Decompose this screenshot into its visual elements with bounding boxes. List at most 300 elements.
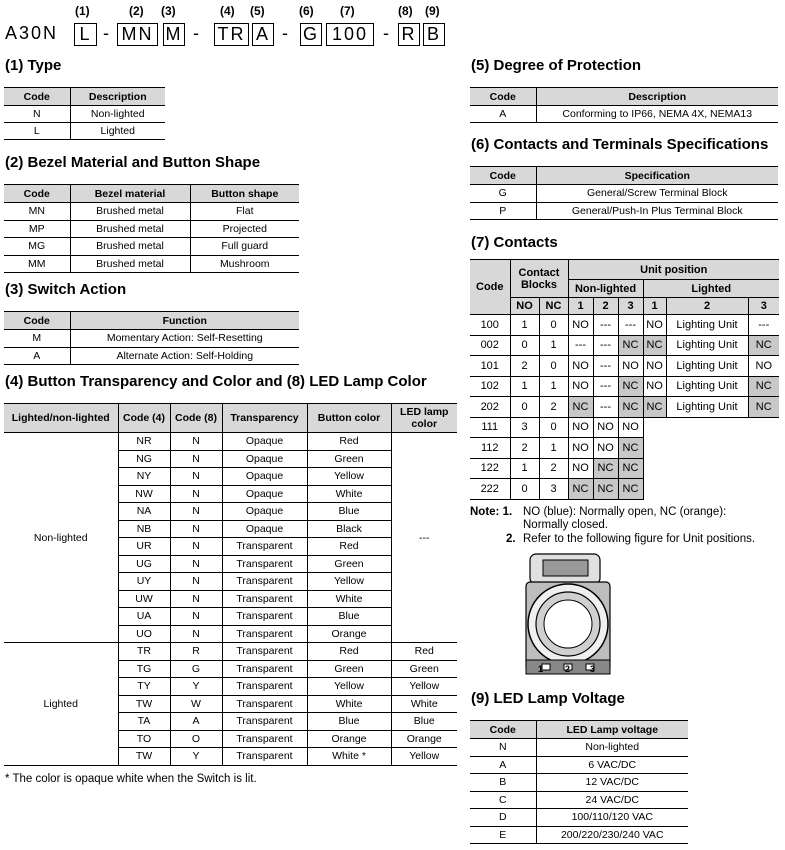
col-header: Code	[470, 721, 536, 739]
cell: Transparent	[222, 730, 307, 748]
cell: B	[470, 774, 536, 792]
cell: Transparent	[222, 625, 307, 643]
empty-cell	[643, 458, 779, 479]
cell: P	[470, 202, 536, 220]
cell: ---	[618, 315, 643, 336]
cell: G	[170, 660, 222, 678]
unit-label-3: 3	[590, 664, 596, 674]
cell: NC	[618, 335, 643, 356]
unit-label-1: 1	[538, 664, 544, 674]
cell: 101	[470, 356, 510, 377]
cell: NO	[643, 376, 666, 397]
cell: A	[170, 713, 222, 731]
col-header: Description	[70, 88, 165, 106]
col-header: 3	[748, 298, 779, 315]
cell: 100/110/120 VAC	[536, 809, 688, 827]
cell: ---	[568, 335, 593, 356]
contacts-table	[470, 259, 779, 500]
col-header: Unit position	[568, 260, 779, 280]
cell: 102	[470, 376, 510, 397]
cell: Opaque	[222, 450, 307, 468]
cell: MP	[4, 220, 70, 238]
label-6: (6)	[299, 4, 314, 18]
switch-action-title: (3) Switch Action	[5, 281, 127, 298]
cell: L	[4, 123, 70, 140]
label-4: (4)	[220, 4, 235, 18]
segment-7: 100	[326, 23, 374, 46]
note-2: Refer to the following figure for Unit positions.	[523, 533, 756, 545]
cell: 2	[510, 356, 539, 377]
cell: Alternate Action: Self-Holding	[70, 347, 299, 365]
cell: Orange	[307, 625, 391, 643]
transparency-title: (4) Button Transparency and Color and (8) LED Lamp Color	[5, 373, 427, 390]
cell: UR	[118, 538, 170, 556]
cell: 1	[510, 315, 539, 336]
empty-cell	[643, 438, 779, 459]
cell: MM	[4, 255, 70, 273]
cell: Green	[391, 660, 457, 678]
cell: General/Screw Terminal Block	[536, 185, 778, 203]
table-row	[470, 458, 779, 479]
cell: TG	[118, 660, 170, 678]
cell: N	[170, 538, 222, 556]
col-header: 2	[593, 298, 618, 315]
col-header: 2	[666, 298, 748, 315]
label-3: (3)	[161, 4, 176, 18]
table-row	[4, 643, 457, 661]
cell: 0	[510, 335, 539, 356]
cell: Non-lighted	[4, 433, 118, 643]
cell: 0	[539, 315, 568, 336]
cell: Blue	[307, 608, 391, 626]
cell: A	[470, 756, 536, 774]
table-row	[470, 739, 688, 757]
cell: 112	[470, 438, 510, 459]
cell: 12 VAC/DC	[536, 774, 688, 792]
col-header: Code	[4, 185, 70, 203]
protection-title: (5) Degree of Protection	[471, 57, 642, 74]
cell: 111	[470, 417, 510, 438]
col-header: Description	[536, 88, 778, 106]
cell: NC	[748, 397, 779, 418]
cell: NO	[618, 417, 643, 438]
table-row	[470, 397, 779, 418]
table-row	[470, 791, 688, 809]
col-header: LED Lamp voltage	[536, 721, 688, 739]
segment-9: B	[423, 23, 445, 46]
cell: 100	[470, 315, 510, 336]
cell: NB	[118, 520, 170, 538]
cell: UY	[118, 573, 170, 591]
cell: 1	[539, 376, 568, 397]
cell: NC	[643, 397, 666, 418]
cell: 3	[539, 479, 568, 500]
cell: 0	[510, 397, 539, 418]
sep: -	[103, 23, 111, 43]
cell: 200/220/230/240 VAC	[536, 826, 688, 844]
table-row	[470, 826, 688, 844]
cell: Transparent	[222, 643, 307, 661]
protection-table	[470, 87, 778, 123]
col-header: Specification	[536, 167, 778, 185]
cell: Brushed metal	[70, 203, 190, 221]
cell: Conforming to IP66, NEMA 4X, NEMA13	[536, 106, 778, 123]
cell: Transparent	[222, 678, 307, 696]
table-row	[470, 376, 779, 397]
table-row	[470, 185, 778, 203]
cell: ---	[593, 315, 618, 336]
cell: TA	[118, 713, 170, 731]
cell: UW	[118, 590, 170, 608]
cell: ---	[593, 356, 618, 377]
label-1: (1)	[75, 4, 90, 18]
segment-8: R	[398, 23, 420, 46]
cell: Projected	[190, 220, 299, 238]
cell: TW	[118, 748, 170, 766]
cell: 3	[510, 417, 539, 438]
table-row	[4, 347, 299, 365]
cell: TO	[118, 730, 170, 748]
segment-1: L	[74, 23, 97, 46]
cell: N	[170, 590, 222, 608]
note-1b: Normally closed.	[523, 519, 608, 531]
cell: Mushroom	[190, 255, 299, 273]
cell: W	[170, 695, 222, 713]
label-9: (9)	[425, 4, 440, 18]
cell: Y	[170, 748, 222, 766]
note-label: Note: 1.	[470, 506, 513, 518]
table-row	[470, 479, 779, 500]
cell: Opaque	[222, 433, 307, 451]
cell: White	[307, 485, 391, 503]
cell: N	[170, 625, 222, 643]
cell: TR	[118, 643, 170, 661]
col-header: Lighted/non-lighted	[4, 404, 118, 433]
cell: N	[170, 520, 222, 538]
cell: N	[4, 106, 70, 123]
cell: Brushed metal	[70, 220, 190, 238]
voltage-title: (9) LED Lamp Voltage	[471, 690, 625, 707]
cell: 122	[470, 458, 510, 479]
cell: NC	[748, 376, 779, 397]
cell: N	[170, 468, 222, 486]
col-header: Code	[470, 88, 536, 106]
cell: Transparent	[222, 555, 307, 573]
cell: Black	[307, 520, 391, 538]
terminals-title: (6) Contacts and Terminals Specifications	[471, 136, 769, 153]
cell: NO	[643, 356, 666, 377]
transparency-table	[4, 403, 457, 766]
cell: UO	[118, 625, 170, 643]
cell: Transparent	[222, 660, 307, 678]
transparency-footnote: * The color is opaque white when the Switch is lit.	[5, 773, 257, 785]
cell: Lighting Unit	[666, 376, 748, 397]
col-header: Transparency	[222, 404, 307, 433]
bezel-table	[4, 184, 299, 273]
type-title: (1) Type	[5, 57, 62, 74]
cell: Lighting Unit	[666, 315, 748, 336]
cell: N	[470, 739, 536, 757]
cell: 1	[510, 376, 539, 397]
empty-cell	[643, 417, 779, 438]
cell: NO	[748, 356, 779, 377]
cell: NG	[118, 450, 170, 468]
cell: NO	[643, 315, 666, 336]
cell: Brushed metal	[70, 255, 190, 273]
cell: UG	[118, 555, 170, 573]
table-row	[470, 438, 779, 459]
terminals-table	[470, 166, 778, 220]
cell: Blue	[307, 713, 391, 731]
cell: O	[170, 730, 222, 748]
cell: 2	[539, 458, 568, 479]
cell: N	[170, 503, 222, 521]
table-row	[4, 238, 299, 256]
cell: General/Push-In Plus Terminal Block	[536, 202, 778, 220]
cell: Lighting Unit	[666, 356, 748, 377]
cell: ---	[593, 335, 618, 356]
cell: Yellow	[307, 468, 391, 486]
cell: NC	[618, 479, 643, 500]
cell: NC	[618, 376, 643, 397]
unit-label-2: 2	[565, 664, 571, 674]
col-header: Code (8)	[170, 404, 222, 433]
col-header: 3	[618, 298, 643, 315]
bezel-title: (2) Bezel Material and Button Shape	[5, 154, 261, 171]
col-header: LED lamp color	[391, 404, 457, 433]
col-header: Code	[470, 260, 510, 315]
cell: NC	[618, 458, 643, 479]
cell: Yellow	[307, 678, 391, 696]
cell: NO	[568, 376, 593, 397]
col-header: 1	[568, 298, 593, 315]
cell: White *	[307, 748, 391, 766]
cell: Transparent	[222, 695, 307, 713]
cell: N	[170, 433, 222, 451]
cell: 2	[510, 438, 539, 459]
cell: NO	[568, 417, 593, 438]
cell: 002	[470, 335, 510, 356]
cell: A	[4, 347, 70, 365]
cell: G	[470, 185, 536, 203]
table-row	[470, 335, 779, 356]
col-header: Function	[70, 312, 299, 330]
cell: NW	[118, 485, 170, 503]
cell: Transparent	[222, 590, 307, 608]
cell: Opaque	[222, 503, 307, 521]
table-row	[4, 255, 299, 273]
col-header: NC	[539, 298, 568, 315]
cell: 1	[510, 458, 539, 479]
cell: NY	[118, 468, 170, 486]
note-1: NO (blue): Normally open, NC (orange):	[523, 506, 727, 518]
cell: Non-lighted	[70, 106, 165, 123]
cell: A	[470, 106, 536, 123]
cell: Non-lighted	[536, 739, 688, 757]
cell: N	[170, 450, 222, 468]
label-5: (5)	[250, 4, 265, 18]
cell: MN	[4, 203, 70, 221]
cell: ---	[391, 433, 457, 643]
cell: ---	[593, 397, 618, 418]
cell: Brushed metal	[70, 238, 190, 256]
cell: NR	[118, 433, 170, 451]
col-header: Lighted	[643, 280, 779, 298]
cell: Transparent	[222, 573, 307, 591]
cell: Red	[307, 433, 391, 451]
cell: N	[170, 573, 222, 591]
cell: Transparent	[222, 748, 307, 766]
cell: Lighted	[70, 123, 165, 140]
cell: UA	[118, 608, 170, 626]
cell: R	[170, 643, 222, 661]
cell: Transparent	[222, 538, 307, 556]
cell: NO	[593, 417, 618, 438]
switch-action-table	[4, 311, 299, 365]
voltage-table	[470, 720, 688, 844]
sep: -	[282, 23, 290, 43]
table-row	[4, 106, 165, 123]
contacts-title: (7) Contacts	[471, 234, 558, 251]
cell: 2	[539, 397, 568, 418]
cell: NC	[618, 397, 643, 418]
cell: NO	[618, 356, 643, 377]
cell: NO	[568, 438, 593, 459]
cell: Yellow	[391, 678, 457, 696]
sep: -	[383, 23, 391, 43]
cell: NA	[118, 503, 170, 521]
cell: White	[391, 695, 457, 713]
col-header: Code	[470, 167, 536, 185]
cell: Yellow	[307, 573, 391, 591]
cell: 1	[539, 438, 568, 459]
cell: TY	[118, 678, 170, 696]
note-2-num: 2.	[506, 533, 516, 545]
table-row	[470, 774, 688, 792]
cell: NO	[593, 438, 618, 459]
cell: Orange	[391, 730, 457, 748]
col-header: Code	[4, 312, 70, 330]
table-row	[470, 756, 688, 774]
cell: Red	[391, 643, 457, 661]
cell: Opaque	[222, 520, 307, 538]
cell: Lighted	[4, 643, 118, 766]
segment-5: A	[252, 23, 274, 46]
cell: NO	[568, 458, 593, 479]
cell: Green	[307, 660, 391, 678]
segment-3: M	[163, 23, 185, 46]
table-row	[470, 315, 779, 336]
col-header: Bezel material	[70, 185, 190, 203]
cell: C	[470, 791, 536, 809]
segment-4: TR	[214, 23, 249, 46]
segment-6: G	[300, 23, 322, 46]
cell: Transparent	[222, 608, 307, 626]
switch-unit-figure	[518, 552, 618, 682]
cell: Yellow	[391, 748, 457, 766]
sep: -	[193, 23, 201, 43]
table-row	[470, 809, 688, 827]
cell: TW	[118, 695, 170, 713]
cell: 222	[470, 479, 510, 500]
cell: Lighting Unit	[666, 335, 748, 356]
cell: N	[170, 485, 222, 503]
col-header: Code	[4, 88, 70, 106]
cell: M	[4, 330, 70, 348]
cell: NC	[618, 438, 643, 459]
label-7: (7)	[340, 4, 355, 18]
cell: D	[470, 809, 536, 827]
cell: NC	[593, 458, 618, 479]
empty-cell	[643, 479, 779, 500]
table-row	[4, 203, 299, 221]
table-row	[470, 417, 779, 438]
cell: Orange	[307, 730, 391, 748]
cell: Red	[307, 643, 391, 661]
col-header: Code (4)	[118, 404, 170, 433]
cell: ---	[593, 376, 618, 397]
col-header: Non-lighted	[568, 280, 643, 298]
table-row	[4, 433, 457, 451]
cell: Blue	[391, 713, 457, 731]
cell: NO	[568, 356, 593, 377]
cell: 0	[539, 356, 568, 377]
cell: 1	[539, 335, 568, 356]
table-row	[4, 123, 165, 140]
model-prefix: A30N	[5, 23, 59, 43]
cell: White	[307, 590, 391, 608]
table-row	[4, 330, 299, 348]
col-header: NO	[510, 298, 539, 315]
segment-2: MN	[117, 23, 158, 46]
cell: White	[307, 695, 391, 713]
cell: Opaque	[222, 485, 307, 503]
cell: Green	[307, 450, 391, 468]
table-row	[4, 220, 299, 238]
cell: N	[170, 555, 222, 573]
label-8: (8)	[398, 4, 413, 18]
cell: 6 VAC/DC	[536, 756, 688, 774]
cell: Momentary Action: Self-Resetting	[70, 330, 299, 348]
cell: Lighting Unit	[666, 397, 748, 418]
cell: NC	[748, 335, 779, 356]
col-header: Button color	[307, 404, 391, 433]
cell: Flat	[190, 203, 299, 221]
cell: N	[170, 608, 222, 626]
type-table	[4, 87, 165, 140]
col-header: Button shape	[190, 185, 299, 203]
table-row	[470, 356, 779, 377]
label-2: (2)	[129, 4, 144, 18]
col-header: Contact Blocks	[510, 260, 568, 298]
cell: Green	[307, 555, 391, 573]
cell: Transparent	[222, 713, 307, 731]
cell: Red	[307, 538, 391, 556]
cell: 0	[510, 479, 539, 500]
cell: Y	[170, 678, 222, 696]
table-row	[470, 106, 778, 123]
cell: NC	[568, 397, 593, 418]
cell: Blue	[307, 503, 391, 521]
cell: MG	[4, 238, 70, 256]
cell: NC	[593, 479, 618, 500]
cell: ---	[748, 315, 779, 336]
cell: 24 VAC/DC	[536, 791, 688, 809]
cell: Full guard	[190, 238, 299, 256]
cell: Opaque	[222, 468, 307, 486]
cell: 0	[539, 417, 568, 438]
cell: 202	[470, 397, 510, 418]
